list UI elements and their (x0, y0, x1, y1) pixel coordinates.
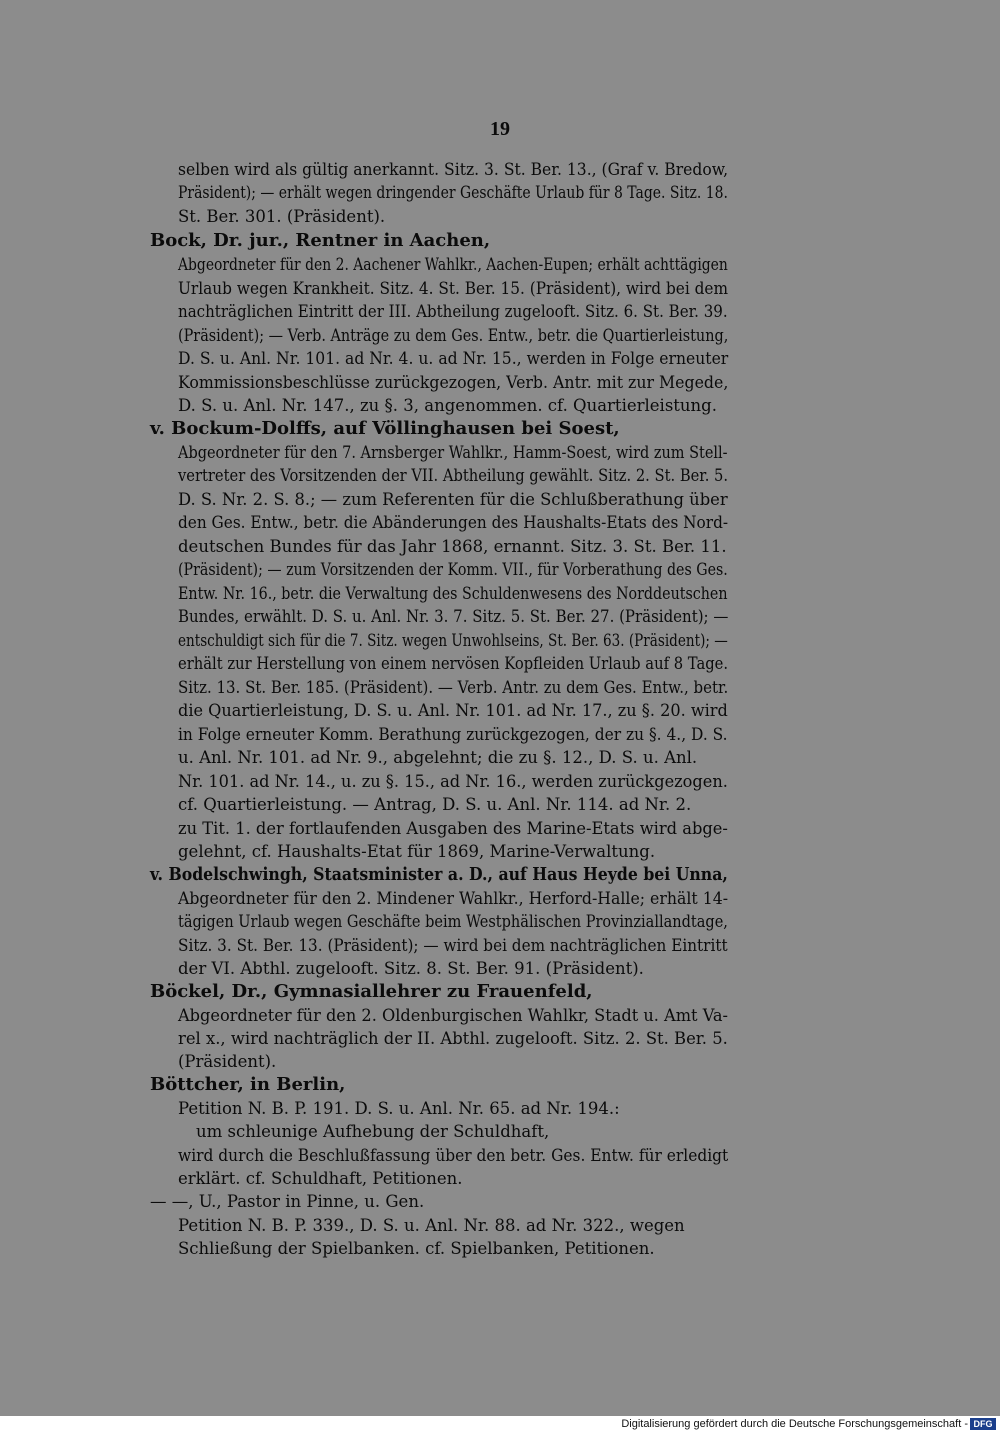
text-line: wird durch die Beschlußfassung über den betr. Ges. Entw. für erledigt (178, 1146, 729, 1165)
text-line: Petition N. B. P. 339., D. S. u. Anl. Nr. 88. ad Nr. 322., wegen (178, 1216, 685, 1235)
text-line: der VI. Abthl. zugelooft. Sitz. 8. St. Ber. 91. (Präsident). (178, 959, 644, 978)
text-line: erklärt. cf. Schuldhaft, Petitionen. (178, 1169, 463, 1188)
text-line: Abgeordneter für den 2. Oldenburgischen Wahlkr, Stadt u. Amt Va- (178, 1006, 728, 1025)
entry-heading: Bock, Dr. jur., Rentner in Aachen, (150, 230, 491, 251)
entry-heading: v. Bockum-Dolffs, auf Völlinghausen bei Soest, (150, 418, 620, 439)
text-line: vertreter des Vorsitzenden der VII. Abtheilung gewählt. Sitz. 2. St. Ber. 5. (178, 466, 729, 485)
entry-heading: Böttcher, in Berlin, (150, 1074, 346, 1095)
text-line: um schleunige Aufhebung der Schuldhaft, (196, 1122, 550, 1141)
text-line: Schließung der Spielbanken. cf. Spielbanken, Petitionen. (178, 1239, 655, 1258)
text-line: Präsident); — erhält wegen dringender Geschäfte Urlaub für 8 Tage. Sitz. 18. (178, 183, 728, 202)
entry-heading: — —, U., Pastor in Pinne, u. Gen. (150, 1192, 425, 1211)
text-line: in Folge erneuter Komm. Berathung zurückgezogen, der zu §. 4., D. S. (178, 725, 728, 744)
text-line: u. Anl. Nr. 101. ad Nr. 9., abgelehnt; die zu §. 12., D. S. u. Anl. (178, 748, 698, 767)
text-line: tägigen Urlaub wegen Geschäfte beim Westphälischen Provinziallandtage, (178, 912, 728, 931)
text-line: (Präsident). (178, 1052, 277, 1071)
text-line: Entw. Nr. 16., betr. die Verwaltung des Schuldenwesens des Norddeutschen (178, 584, 728, 603)
text-line: St. Ber. 301. (Präsident). (178, 207, 386, 226)
dfg-logo: DFG (970, 1418, 996, 1430)
page-number: 19 (490, 118, 510, 140)
text-line: Sitz. 3. St. Ber. 13. (Präsident); — wird bei dem nachträglichen Eintritt (178, 936, 728, 955)
text-line: rel x., wird nachträglich der II. Abthl. zugelooft. Sitz. 2. St. Ber. 5. (178, 1029, 728, 1048)
text-line: Bundes, erwählt. D. S. u. Anl. Nr. 3. 7. Sitz. 5. St. Ber. 27. (Präsident); — (178, 607, 729, 626)
text-line: (Präsident); — Verb. Anträge zu dem Ges. Entw., betr. die Quartierleistung, (178, 326, 729, 345)
text-line: (Präsident); — zum Vorsitzenden der Komm. VII., für Vorberathung des Ges. (178, 560, 728, 579)
text-line: erhält zur Herstellung von einem nervösen Kopfleiden Urlaub auf 8 Tage. (178, 654, 729, 673)
text-line: Abgeordneter für den 7. Arnsberger Wahlkr., Hamm-Soest, wird zum Stell- (178, 443, 728, 462)
text-line: Petition N. B. P. 191. D. S. u. Anl. Nr. 65. ad Nr. 194.: (178, 1099, 620, 1118)
text-line: Sitz. 13. St. Ber. 185. (Präsident). — Verb. Antr. zu dem Ges. Entw., betr. (178, 678, 729, 697)
text-line: entschuldigt sich für die 7. Sitz. wegen Unwohlseins, St. Ber. 63. (Präsident); — (178, 631, 728, 650)
text-line: D. S. Nr. 2. S. 8.; — zum Referenten für die Schlußberathung über (178, 490, 728, 509)
text-line: D. S. u. Anl. Nr. 101. ad Nr. 4. u. ad Nr. 15., werden in Folge erneuter (178, 349, 729, 368)
entry-heading: v. Bodelschwingh, Staatsminister a. D., auf Haus Heyde bei Unna, (150, 864, 728, 885)
text-line: den Ges. Entw., betr. die Abänderungen des Haushalts-Etats des Nord- (178, 513, 729, 532)
text-line: Urlaub wegen Krankheit. Sitz. 4. St. Ber. 15. (Präsident), wird bei dem (178, 279, 729, 298)
text-line: Nr. 101. ad Nr. 14., u. zu §. 15., ad Nr. 16., werden zurückgezogen. (178, 772, 728, 791)
text-line: die Quartierleistung, D. S. u. Anl. Nr. 101. ad Nr. 17., zu §. 20. wird (178, 701, 728, 720)
text-line: deutschen Bundes für das Jahr 1868, ernannt. Sitz. 3. St. Ber. 11. (178, 537, 727, 556)
text-line: selben wird als gültig anerkannt. Sitz. 3. St. Ber. 13., (Graf v. Bredow, (178, 160, 729, 179)
text-line: gelehnt, cf. Haushalts-Etat für 1869, Marine-Verwaltung. (178, 842, 656, 861)
text-line: nachträglichen Eintritt der III. Abtheilung zugelooft. Sitz. 6. St. Ber. 39. (178, 302, 728, 321)
text-line: Abgeordneter für den 2. Mindener Wahlkr., Herford-Halle; erhält 14- (178, 889, 729, 908)
digitization-credit: Digitalisierung gefördert durch die Deutsche Forschungsgemeinschaft - (621, 1418, 968, 1430)
text-line: cf. Quartierleistung. — Antrag, D. S. u. Anl. Nr. 114. ad Nr. 2. (178, 795, 692, 814)
entry-heading: Böckel, Dr., Gymnasiallehrer zu Frauenfeld, (150, 981, 593, 1002)
text-line: Abgeordneter für den 2. Aachener Wahlkr., Aachen-Eupen; erhält achttägigen (178, 255, 728, 274)
text-line: Kommissionsbeschlüsse zurückgezogen, Verb. Antr. mit zur Megede, (178, 373, 729, 392)
text-line: zu Tit. 1. der fortlaufenden Ausgaben des Marine-Etats wird abge- (178, 819, 728, 838)
text-line: D. S. u. Anl. Nr. 147., zu §. 3, angenommen. cf. Quartierleistung. (178, 396, 717, 415)
